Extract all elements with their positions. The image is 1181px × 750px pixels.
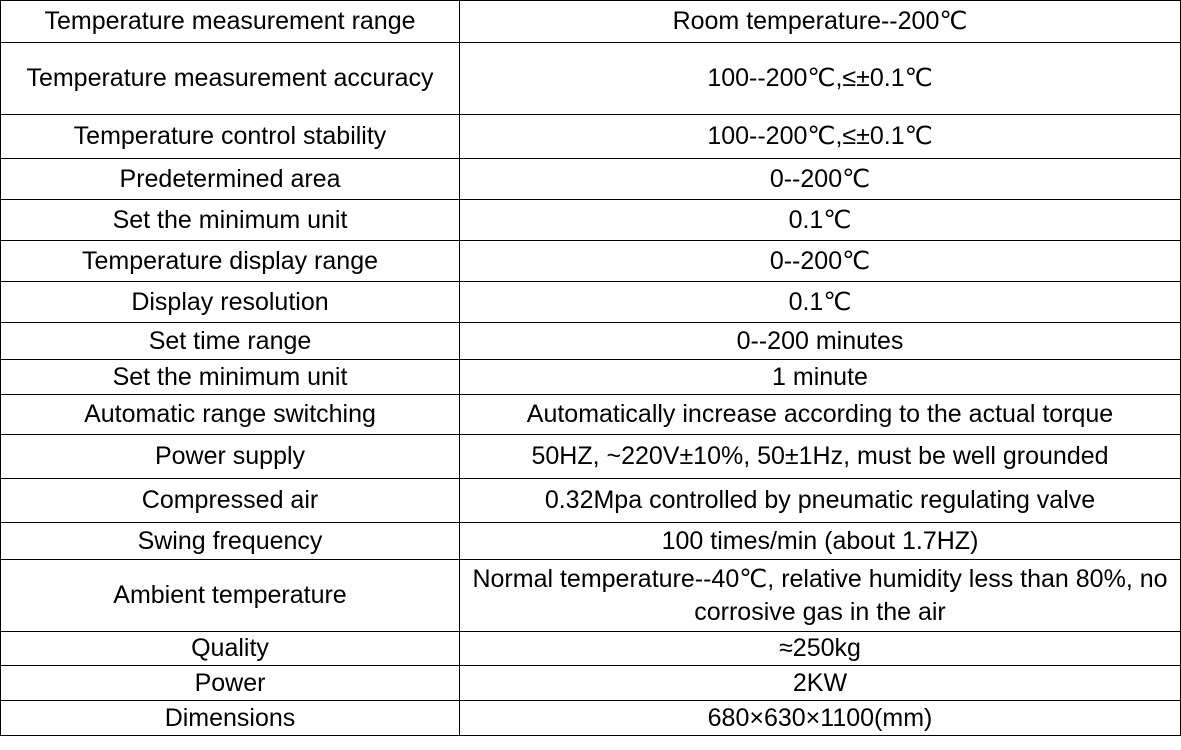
value-cell: 0.1℃ (460, 282, 1181, 323)
parameter-cell: Set the minimum unit (1, 200, 460, 241)
value-cell: 0--200℃ (460, 159, 1181, 200)
parameter-cell: Predetermined area (1, 159, 460, 200)
table-row (1, 1, 1181, 43)
parameter-cell: Temperature measurement range (1, 1, 460, 43)
parameter-cell: Temperature control stability (1, 115, 460, 159)
table-row (1, 523, 1181, 560)
value-cell: 0.32Mpa controlled by pneumatic regulating valve (460, 479, 1181, 523)
value-cell: 0--200 minutes (460, 323, 1181, 360)
table-row (1, 395, 1181, 435)
table-row (1, 666, 1181, 701)
value-cell: 100 times/min (about 1.7HZ) (460, 523, 1181, 560)
table-row (1, 200, 1181, 241)
value-cell: 0.1℃ (460, 200, 1181, 241)
value-cell: ≈250kg (460, 632, 1181, 666)
parameter-cell: Power supply (1, 435, 460, 479)
table-row (1, 115, 1181, 159)
value-cell: 0--200℃ (460, 241, 1181, 282)
table-row (1, 241, 1181, 282)
table-row (1, 159, 1181, 200)
parameter-cell: Compressed air (1, 479, 460, 523)
table-row (1, 435, 1181, 479)
table-row (1, 282, 1181, 323)
value-cell: 100--200℃,≤±0.1℃ (460, 43, 1181, 115)
value-cell: 50HZ, ~220V±10%, 50±1Hz, must be well grounded (460, 435, 1181, 479)
parameter-cell: Swing frequency (1, 523, 460, 560)
table-row (1, 43, 1181, 115)
value-cell: 2KW (460, 666, 1181, 701)
parameter-cell: Temperature display range (1, 241, 460, 282)
parameter-cell: Display resolution (1, 282, 460, 323)
parameter-cell: Temperature measurement accuracy (1, 43, 460, 115)
table-row (1, 560, 1181, 632)
value-cell: Room temperature--200℃ (460, 1, 1181, 43)
parameter-cell: Quality (1, 632, 460, 666)
value-cell: 680×630×1100(mm) (460, 701, 1181, 736)
table-row (1, 632, 1181, 666)
parameter-cell: Dimensions (1, 701, 460, 736)
table-row (1, 479, 1181, 523)
parameter-cell: Set time range (1, 323, 460, 360)
parameter-cell: Power (1, 666, 460, 701)
parameter-cell: Ambient temperature (1, 560, 460, 632)
parameter-cell: Automatic range switching (1, 395, 460, 435)
table-row (1, 701, 1181, 736)
value-cell: 100--200℃,≤±0.1℃ (460, 115, 1181, 159)
table-row (1, 323, 1181, 360)
value-cell: 1 minute (460, 360, 1181, 395)
parameter-cell: Set the minimum unit (1, 360, 460, 395)
table-row (1, 360, 1181, 395)
value-cell: Normal temperature--40℃, relative humidity less than 80%, no corrosive gas in the air (460, 560, 1181, 632)
value-cell: Automatically increase according to the actual torque (460, 395, 1181, 435)
